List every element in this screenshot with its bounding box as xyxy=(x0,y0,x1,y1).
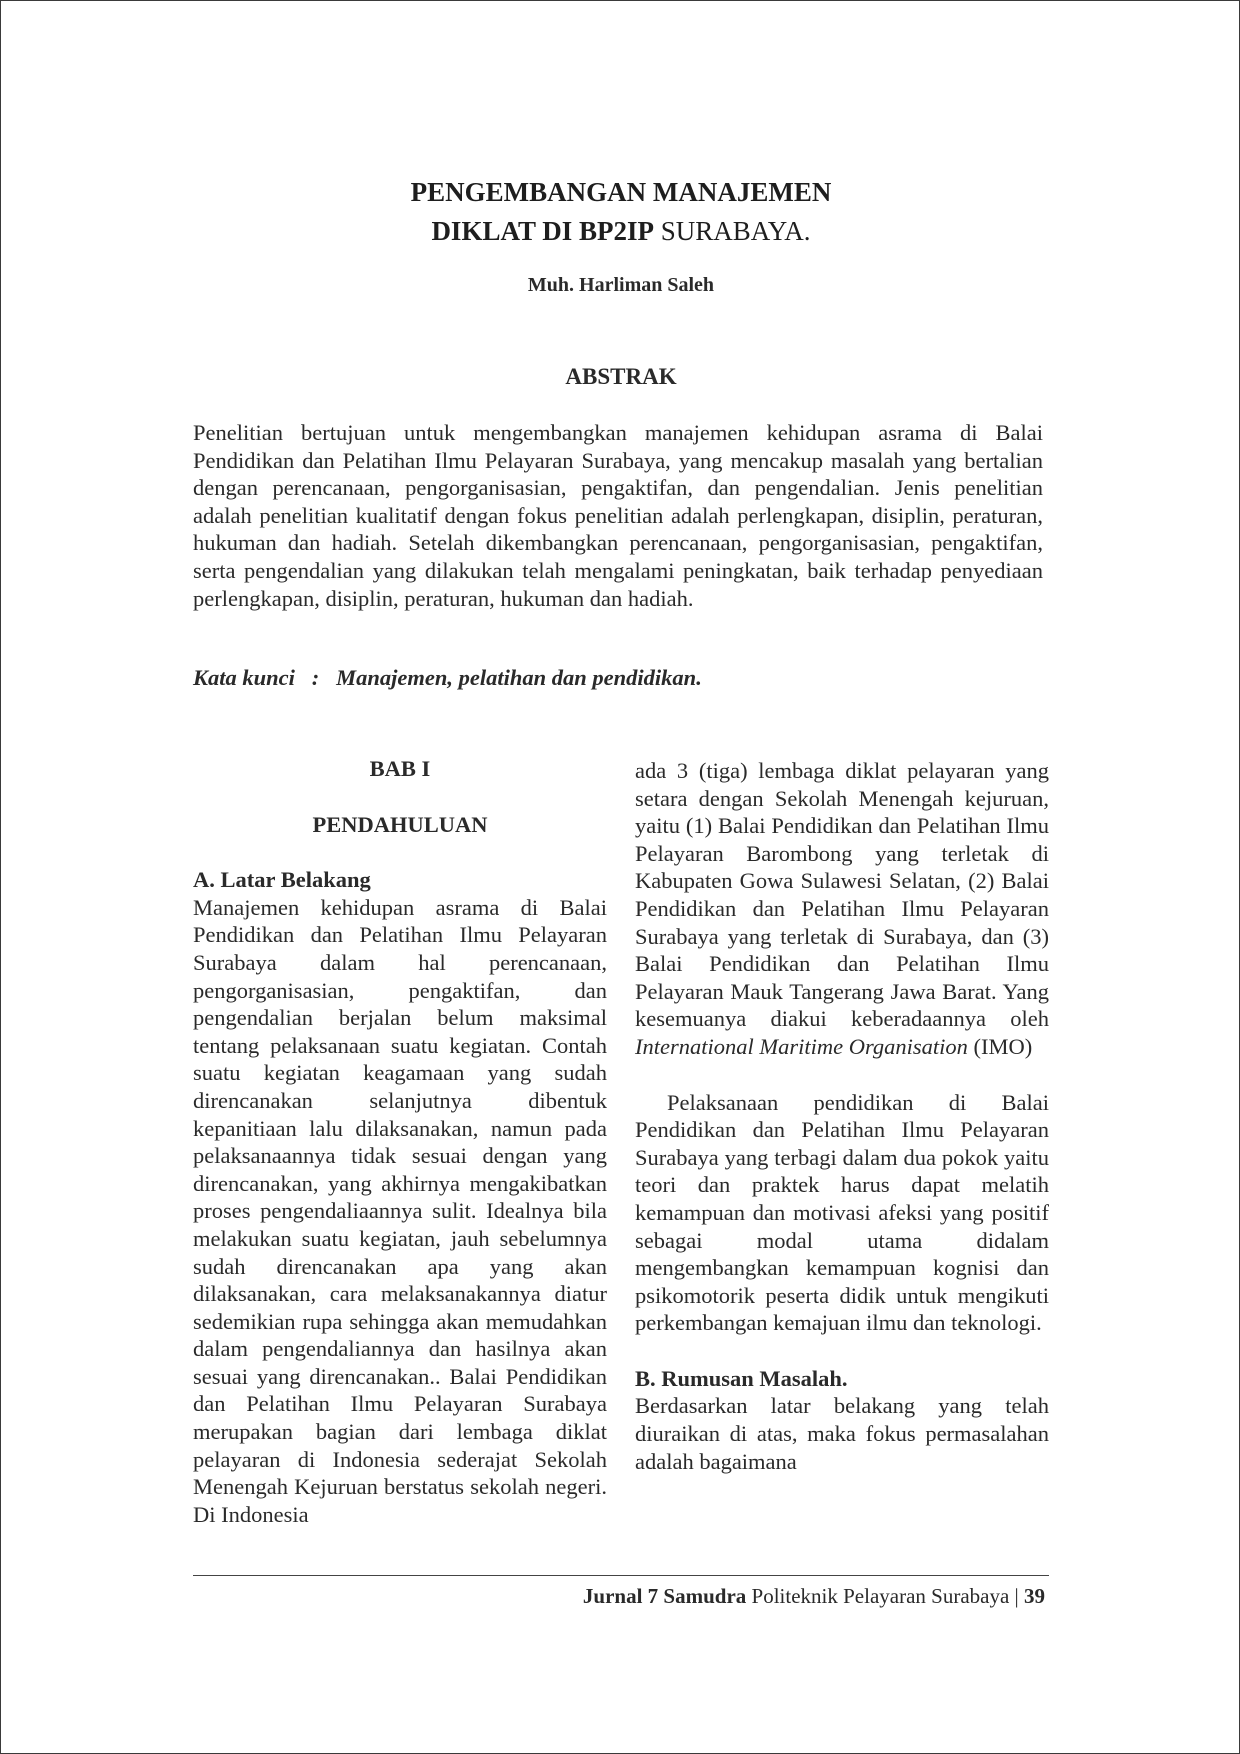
paragraph-text: ada 3 (tiga) lembaga diklat pelayaran yang setara dengan Sekolah Menengah kejuruan, yaitu (1) Balai Pendidikan dan Pelatihan Ilmu Pelayaran Barombong yang terletak di Kabupaten Gowa Sulawesi Selatan, (2) Balai Pendidikan dan Pelatihan Ilmu Pelayaran Surabaya yang terletak di Surabaya, dan (3) Balai Pendidikan dan Pelatihan Ilmu Pelayaran Mauk Tangerang Jawa Barat. Yang kesemuanya diakui keberadaannya oleh xyxy=(635,758,1049,1032)
body-paragraph-continued xyxy=(635,757,1049,1061)
abstract-heading: ABSTRAK xyxy=(565,364,677,389)
paper-title xyxy=(193,173,1049,251)
institution-name: Politeknik Pelayaran Surabaya | xyxy=(746,1584,1024,1608)
footer-rule xyxy=(193,1575,1049,1576)
chapter-number: BAB I xyxy=(369,756,431,781)
journal-name: Jurnal 7 Samudra xyxy=(582,1584,747,1608)
body-paragraph: Berdasarkan latar belakang yang telah diuraikan di atas, maka fokus permasalahan adalah bagaimana xyxy=(635,1393,1049,1474)
keywords: Kata kunci : Manajemen, pelatihan dan pendidikan. xyxy=(193,665,702,690)
abstract-text: Penelitian bertujuan untuk mengembangkan manajemen kehidupan asrama di Balai Pendidikan dan Pelatihan Ilmu Pelayaran Surabaya, yang mencakup masalah yang bertalian dengan perencanaan, pengorganisasian, pengaktifan, dan pengendalian. Jenis penelitian adalah penelitian kualitatif dengan fokus penelitian adalah perlengkapan, disiplin, peraturan, hukuman dan hadiah. Setelah dikembangkan perencanaan, pengorganisasian, pengaktifan, serta pengendalian yang dilakukan telah mengalami peningkatan, baik terhadap penyediaan perlengkapan, disiplin, peraturan, hukuman dan hadiah. xyxy=(193,420,1043,611)
left-column xyxy=(193,755,607,1528)
chapter-title: PENDAHULUAN xyxy=(312,811,488,837)
organisation-name: International Maritime Organisation xyxy=(635,1033,968,1059)
organisation-acronym: (IMO) xyxy=(967,1033,1033,1059)
title-line-2-rest: SURABAYA. xyxy=(653,216,811,246)
right-column xyxy=(635,757,1049,1475)
page-number: 39 xyxy=(1024,1584,1045,1608)
title-line-2-bold: DIKLAT DI BP2IP xyxy=(431,216,654,246)
page-footer xyxy=(583,1584,1045,1609)
section-heading-a: A. Latar Belakang xyxy=(193,867,371,893)
section-heading-b: B. Rumusan Masalah. xyxy=(635,1365,848,1391)
title-line-1: PENGEMBANGAN MANAJEMEN xyxy=(410,177,832,207)
body-paragraph: Manajemen kehidupan asrama di Balai Pendidikan dan Pelatihan Ilmu Pelayaran Surabaya dalam hal perencanaan, pengorganisasian, pengaktifan, dan pengendalian berjalan belum maksimal tentang pelaksanaan suatu kegiatan. Contah suatu kegiatan keagamaan yang sudah direncanakan selanjutnya dibentuk kepanitiaan lalu dilaksanakan, namun pada pelaksanaannya tidak sesuai dengan yang direncanakan, yang akhirnya mengakibatkan proses pengendaliaannya sulit. Idealnya bila melakukan suatu kegiatan, jauh sebelumnya sudah direncanakan apa yang akan dilaksanakan, cara melaksanakannya diatur sedemikian rupa sehingga akan memudahkan dalam pengendaliannya dan hasilnya akan sesuai yang direncanakan.. Balai Pendidikan dan Pelatihan Ilmu Pelayaran Surabaya merupakan bagian dari lembaga diklat pelayaran di Indonesia sederajat Sekolah Menengah Kejuruan berstatus sekolah negeri. Di Indonesia xyxy=(193,894,607,1527)
author-name: Muh. Harliman Saleh xyxy=(527,274,715,296)
body-paragraph: Pelaksanaan pendidikan di Balai Pendidikan dan Pelatihan Ilmu Pelayaran Surabaya yang terbagi dalam dua pokok yaitu teori dan praktek harus dapat melatih kemampuan dan motivasi afeksi yang positif sebagai modal utama didalam mengembangkan kemampuan kognisi dan psikomotorik peserta didik untuk mengikuti perkembangan kemajuan ilmu dan teknologi. xyxy=(635,1089,1049,1336)
